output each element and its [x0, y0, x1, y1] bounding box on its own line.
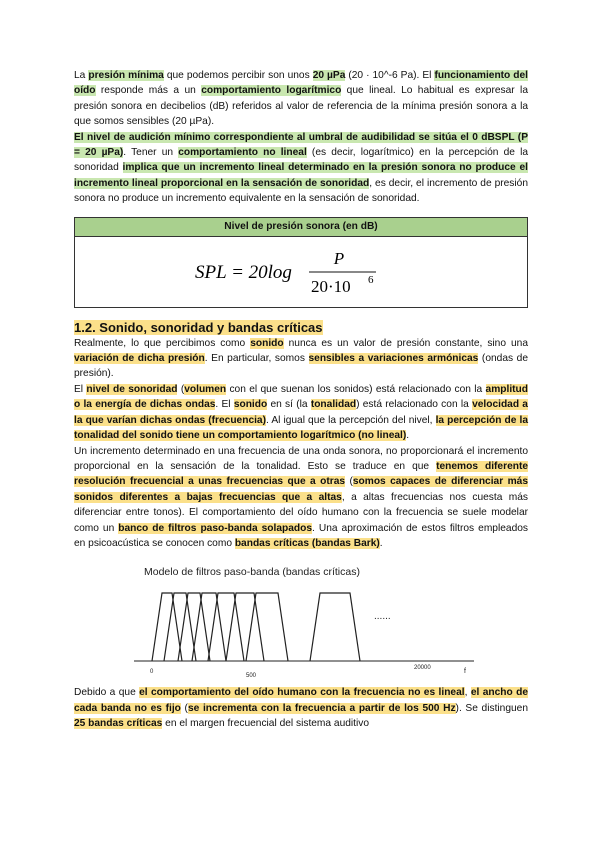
- text: responde más a un: [95, 85, 202, 97]
- text: (es decir, logarítmico) en la percepción de la sonoridad: [74, 147, 528, 174]
- paragraph-2: [74, 130, 528, 207]
- highlight: el ancho de cada banda no es fijo: [74, 687, 528, 714]
- filter-band: [310, 593, 360, 661]
- highlight: sensibles a variaciones armónicas: [308, 353, 479, 365]
- paragraph-4: El nivel de sonoridad (volumen con el que suenan los sonidos) está relacionado con la amplitud o la energía de dichas ondas. El sonido en sí (la tonalidad) está relacionado con la velocidad a la que varían dichas ondas (frecuencia). Al igual que la percepción del nivel, la percepción de la tonalidad del sonido tiene un comportamiento logarítmico (no lineal).: [74, 383, 529, 442]
- figure-dots: ......: [374, 611, 391, 623]
- filter-bank-diagram: [74, 561, 528, 681]
- highlight: comportamiento logarítmico: [201, 85, 342, 97]
- highlight: comportamiento no lineal: [178, 147, 307, 159]
- highlight: bandas críticas (bandas Bark): [234, 537, 380, 549]
- formula-box-header: Nivel de presión sonora (en dB): [75, 218, 527, 237]
- filter-band: [246, 593, 288, 661]
- text: que podemos percibir son unos: [163, 70, 313, 81]
- tick-20000: 20000: [414, 665, 431, 672]
- highlight: implica que un incremento lineal determinado en la presión sonora no produce el incremento lineal proporcional en la sensación de sonoridad: [74, 162, 528, 189]
- tick-0: 0: [150, 669, 154, 676]
- axis-label-f: f: [464, 668, 466, 676]
- formula-lhs: SPL = 20log: [195, 261, 292, 283]
- highlight: somos capaces de diferenciar más sonidos diferentes a bajas frecuencias que a altas: [74, 476, 528, 503]
- highlight: tonalidad: [310, 399, 357, 411]
- paragraph-6: Debido a que el comportamiento del oído humano con la frecuencia no es lineal, el ancho de cada banda no es fijo (se incrementa con la frecuencia a partir de los 500 Hz). Se distinguen 25 bandas críticas en el margen frecuencial del sistema auditivo: [74, 687, 528, 730]
- filter-band: [226, 593, 264, 661]
- formula-denominator: 20·10: [311, 276, 351, 296]
- filter-band: [208, 593, 244, 661]
- text: La: [74, 70, 89, 81]
- highlight: El nivel de audición mínimo correspondiente al umbral de audibilidad se sitúa el 0 dBSPL (P = 20 µPa): [74, 131, 528, 159]
- highlight: funcionamiento del oído: [74, 70, 529, 97]
- highlight: amplitud o la energía de dichas ondas: [74, 383, 528, 411]
- text: . Tener un: [123, 147, 179, 159]
- section-heading: 1.2. Sonido, sonoridad y bandas críticas: [74, 319, 323, 335]
- formula-box: [74, 217, 528, 308]
- highlight: el comportamiento del oído humano con la frecuencia no es lineal: [139, 687, 465, 699]
- highlight: presión mínima: [88, 70, 164, 81]
- highlight: 25 bandas críticas: [74, 718, 163, 730]
- text: que lineal. Lo habitual es expresar la presión sonora en decibelios (dB) referidos al valor de referencia de la mínima presión sonora a la que somos sensibles (20 µPa).: [74, 85, 528, 128]
- highlight: tenemos diferente resolución frecuencial a unas frecuencias que a otras: [74, 460, 529, 488]
- figure-title: Modelo de filtros paso-banda (bandas críticas): [144, 566, 360, 579]
- highlight: sonido: [250, 337, 284, 349]
- paragraph-3: Realmente, lo que percibimos como sonido nunca es un valor de presión constante, sino una variación de dicha presión. En particular, somos sensibles a variaciones armónicas (ondas de presión).: [74, 337, 529, 380]
- text: (20 · 10^-6 Pa). El: [345, 70, 435, 81]
- highlight: volumen: [184, 383, 227, 395]
- spl-formula: [191, 242, 411, 302]
- formula-exponent: 6: [368, 273, 374, 286]
- highlight: velocidad a la que varían dichas ondas (frecuencia): [74, 399, 528, 426]
- filter-shapes: [152, 593, 360, 661]
- highlight: banco de filtros paso-banda solapados: [118, 522, 313, 534]
- highlight: la percepción de la tonalidad del sonido tiene un comportamiento logarítmico (no lineal): [74, 414, 529, 442]
- highlight: variación de dicha presión: [74, 353, 205, 365]
- document-page: [74, 68, 528, 732]
- tick-500: 500: [246, 673, 257, 680]
- text: , es decir, el incremento de presión sonora no produce un incremento equivalente en la sensación de sonoridad.: [74, 177, 528, 205]
- highlight: se incrementa con la frecuencia a partir de los 500 Hz: [187, 702, 456, 714]
- highlight: sonido: [233, 399, 268, 411]
- filter-bank-figure: [74, 561, 528, 681]
- highlight: nivel de sonoridad: [86, 383, 178, 395]
- filter-band: [152, 593, 182, 661]
- highlight: 20 µPa: [312, 70, 346, 81]
- formula-area: [75, 237, 527, 307]
- formula-numerator: P: [333, 248, 345, 268]
- paragraph-1: [74, 68, 528, 130]
- paragraph-5: Un incremento determinado en una frecuencia de una onda sonora, no proporcionará el incremento proporcional en la sensación de la tonalidad. Esto se traduce en que tenemos diferente resolución frecuencial a unas frecuencias que a otras (somos capaces de diferenciar más sonidos diferentes a bajas frecuencias que a altas, a altas frecuencias nos cuesta más diferenciar entre tonos). El comportamiento del oído humano con la frecuencia se suele modelar como un banco de filtros paso-banda solapados. Una aproximación de estos filtros empleados en psicoacústica se conocen como bandas críticas (bandas Bark).: [74, 445, 529, 549]
